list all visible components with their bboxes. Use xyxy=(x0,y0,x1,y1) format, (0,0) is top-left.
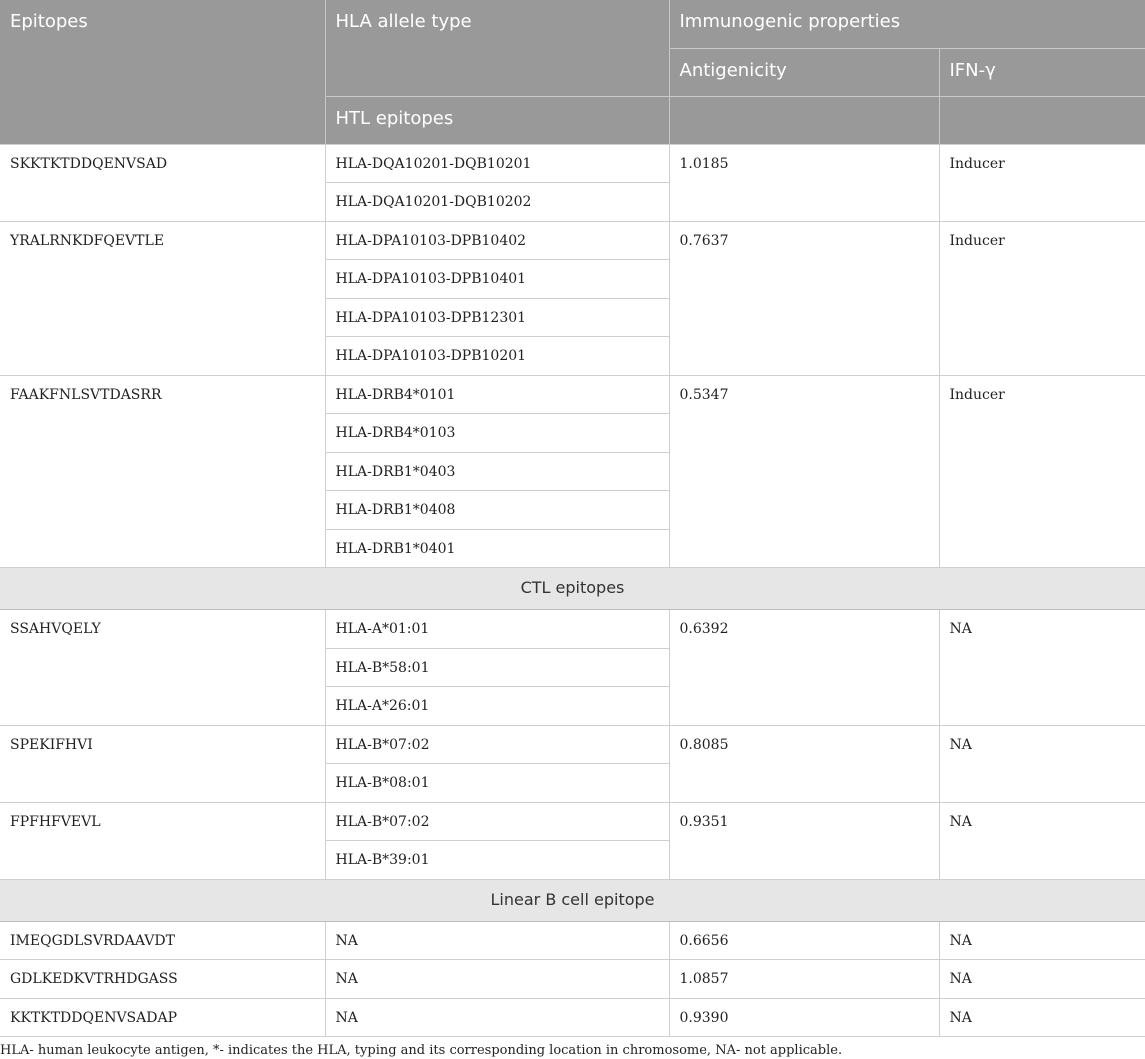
epitope-cell: SSAHVQELY xyxy=(0,610,325,726)
table-row xyxy=(0,221,1145,260)
antigenicity-cell: 1.0857 xyxy=(669,960,939,999)
epitope-cell: FPFHFVEVL xyxy=(0,802,325,879)
antigenicity-cell: 0.8085 xyxy=(669,725,939,802)
epitope-cell: KKTKTDDQENVSADAP xyxy=(0,998,325,1037)
allele-cell: HLA-DPA10103-DPB10201 xyxy=(325,337,669,376)
antigenicity-cell: 0.6656 xyxy=(669,921,939,960)
header-htl-epitopes: HTL epitopes xyxy=(325,96,669,144)
antigenicity-cell: 0.5347 xyxy=(669,375,939,568)
allele-cell: HLA-B*08:01 xyxy=(325,764,669,803)
epitope-cell: IMEQGDLSVRDAAVDT xyxy=(0,921,325,960)
table-header xyxy=(0,0,1145,144)
allele-cell: HLA-DPA10103-DPB12301 xyxy=(325,298,669,337)
header-epitopes: Epitopes xyxy=(0,0,325,144)
epitope-cell: FAAKFNLSVTDASRR xyxy=(0,375,325,568)
allele-cell: HLA-A*26:01 xyxy=(325,687,669,726)
header-antigenicity: Antigenicity xyxy=(669,48,939,96)
table-row xyxy=(0,375,1145,414)
table-row xyxy=(0,998,1145,1037)
ifn-cell: NA xyxy=(939,610,1145,726)
header-immunogenic-properties: Immunogenic properties xyxy=(669,0,1145,48)
table-row xyxy=(0,144,1145,183)
ifn-cell: NA xyxy=(939,998,1145,1037)
header-empty-cell xyxy=(669,96,939,144)
allele-cell: HLA-DRB1*0401 xyxy=(325,529,669,568)
allele-cell: HLA-DQA10201-DQB10202 xyxy=(325,183,669,222)
table-row xyxy=(0,725,1145,764)
table-footnote: HLA- human leukocyte antigen, *- indicates the HLA, typing and its corresponding location in chromosome, NA- not applicable. xyxy=(0,1043,843,1058)
ifn-cell: Inducer xyxy=(939,375,1145,568)
ifn-cell: NA xyxy=(939,960,1145,999)
section-title: CTL epitopes xyxy=(0,568,1145,610)
allele-cell: NA xyxy=(325,960,669,999)
allele-cell: NA xyxy=(325,921,669,960)
allele-cell: HLA-DRB1*0408 xyxy=(325,491,669,530)
ifn-cell: NA xyxy=(939,725,1145,802)
antigenicity-cell: 0.7637 xyxy=(669,221,939,375)
section-row-bcell xyxy=(0,879,1145,921)
ifn-cell: Inducer xyxy=(939,144,1145,221)
allele-cell: NA xyxy=(325,998,669,1037)
antigenicity-cell: 0.9351 xyxy=(669,802,939,879)
table-row xyxy=(0,960,1145,999)
header-hla-allele-type: HLA allele type xyxy=(325,0,669,96)
table-row xyxy=(0,802,1145,841)
epitope-cell: SPEKIFHVI xyxy=(0,725,325,802)
antigenicity-cell: 1.0185 xyxy=(669,144,939,221)
table-row xyxy=(0,921,1145,960)
epitope-cell: GDLKEDKVTRHDGASS xyxy=(0,960,325,999)
allele-cell: HLA-B*07:02 xyxy=(325,802,669,841)
section-title: Linear B cell epitope xyxy=(0,879,1145,921)
ifn-cell: NA xyxy=(939,802,1145,879)
antigenicity-cell: 0.9390 xyxy=(669,998,939,1037)
allele-cell: HLA-DRB4*0101 xyxy=(325,375,669,414)
allele-cell: HLA-A*01:01 xyxy=(325,610,669,649)
epitope-cell: YRALRNKDFQEVTLE xyxy=(0,221,325,375)
ifn-cell: Inducer xyxy=(939,221,1145,375)
ifn-cell: NA xyxy=(939,921,1145,960)
allele-cell: HLA-DPA10103-DPB10401 xyxy=(325,260,669,299)
table-row xyxy=(0,610,1145,649)
allele-cell: HLA-DRB1*0403 xyxy=(325,452,669,491)
header-ifn-gamma: IFN-γ xyxy=(939,48,1145,96)
allele-cell: HLA-B*39:01 xyxy=(325,841,669,880)
allele-cell: HLA-DPA10103-DPB10402 xyxy=(325,221,669,260)
allele-cell: HLA-B*07:02 xyxy=(325,725,669,764)
header-empty-cell xyxy=(939,96,1145,144)
section-row-ctl xyxy=(0,568,1145,610)
epitope-cell: SKKTKTDDQENVSAD xyxy=(0,144,325,221)
allele-cell: HLA-DRB4*0103 xyxy=(325,414,669,453)
table-body xyxy=(0,144,1145,1037)
antigenicity-cell: 0.6392 xyxy=(669,610,939,726)
allele-cell: HLA-DQA10201-DQB10201 xyxy=(325,144,669,183)
allele-cell: HLA-B*58:01 xyxy=(325,648,669,687)
